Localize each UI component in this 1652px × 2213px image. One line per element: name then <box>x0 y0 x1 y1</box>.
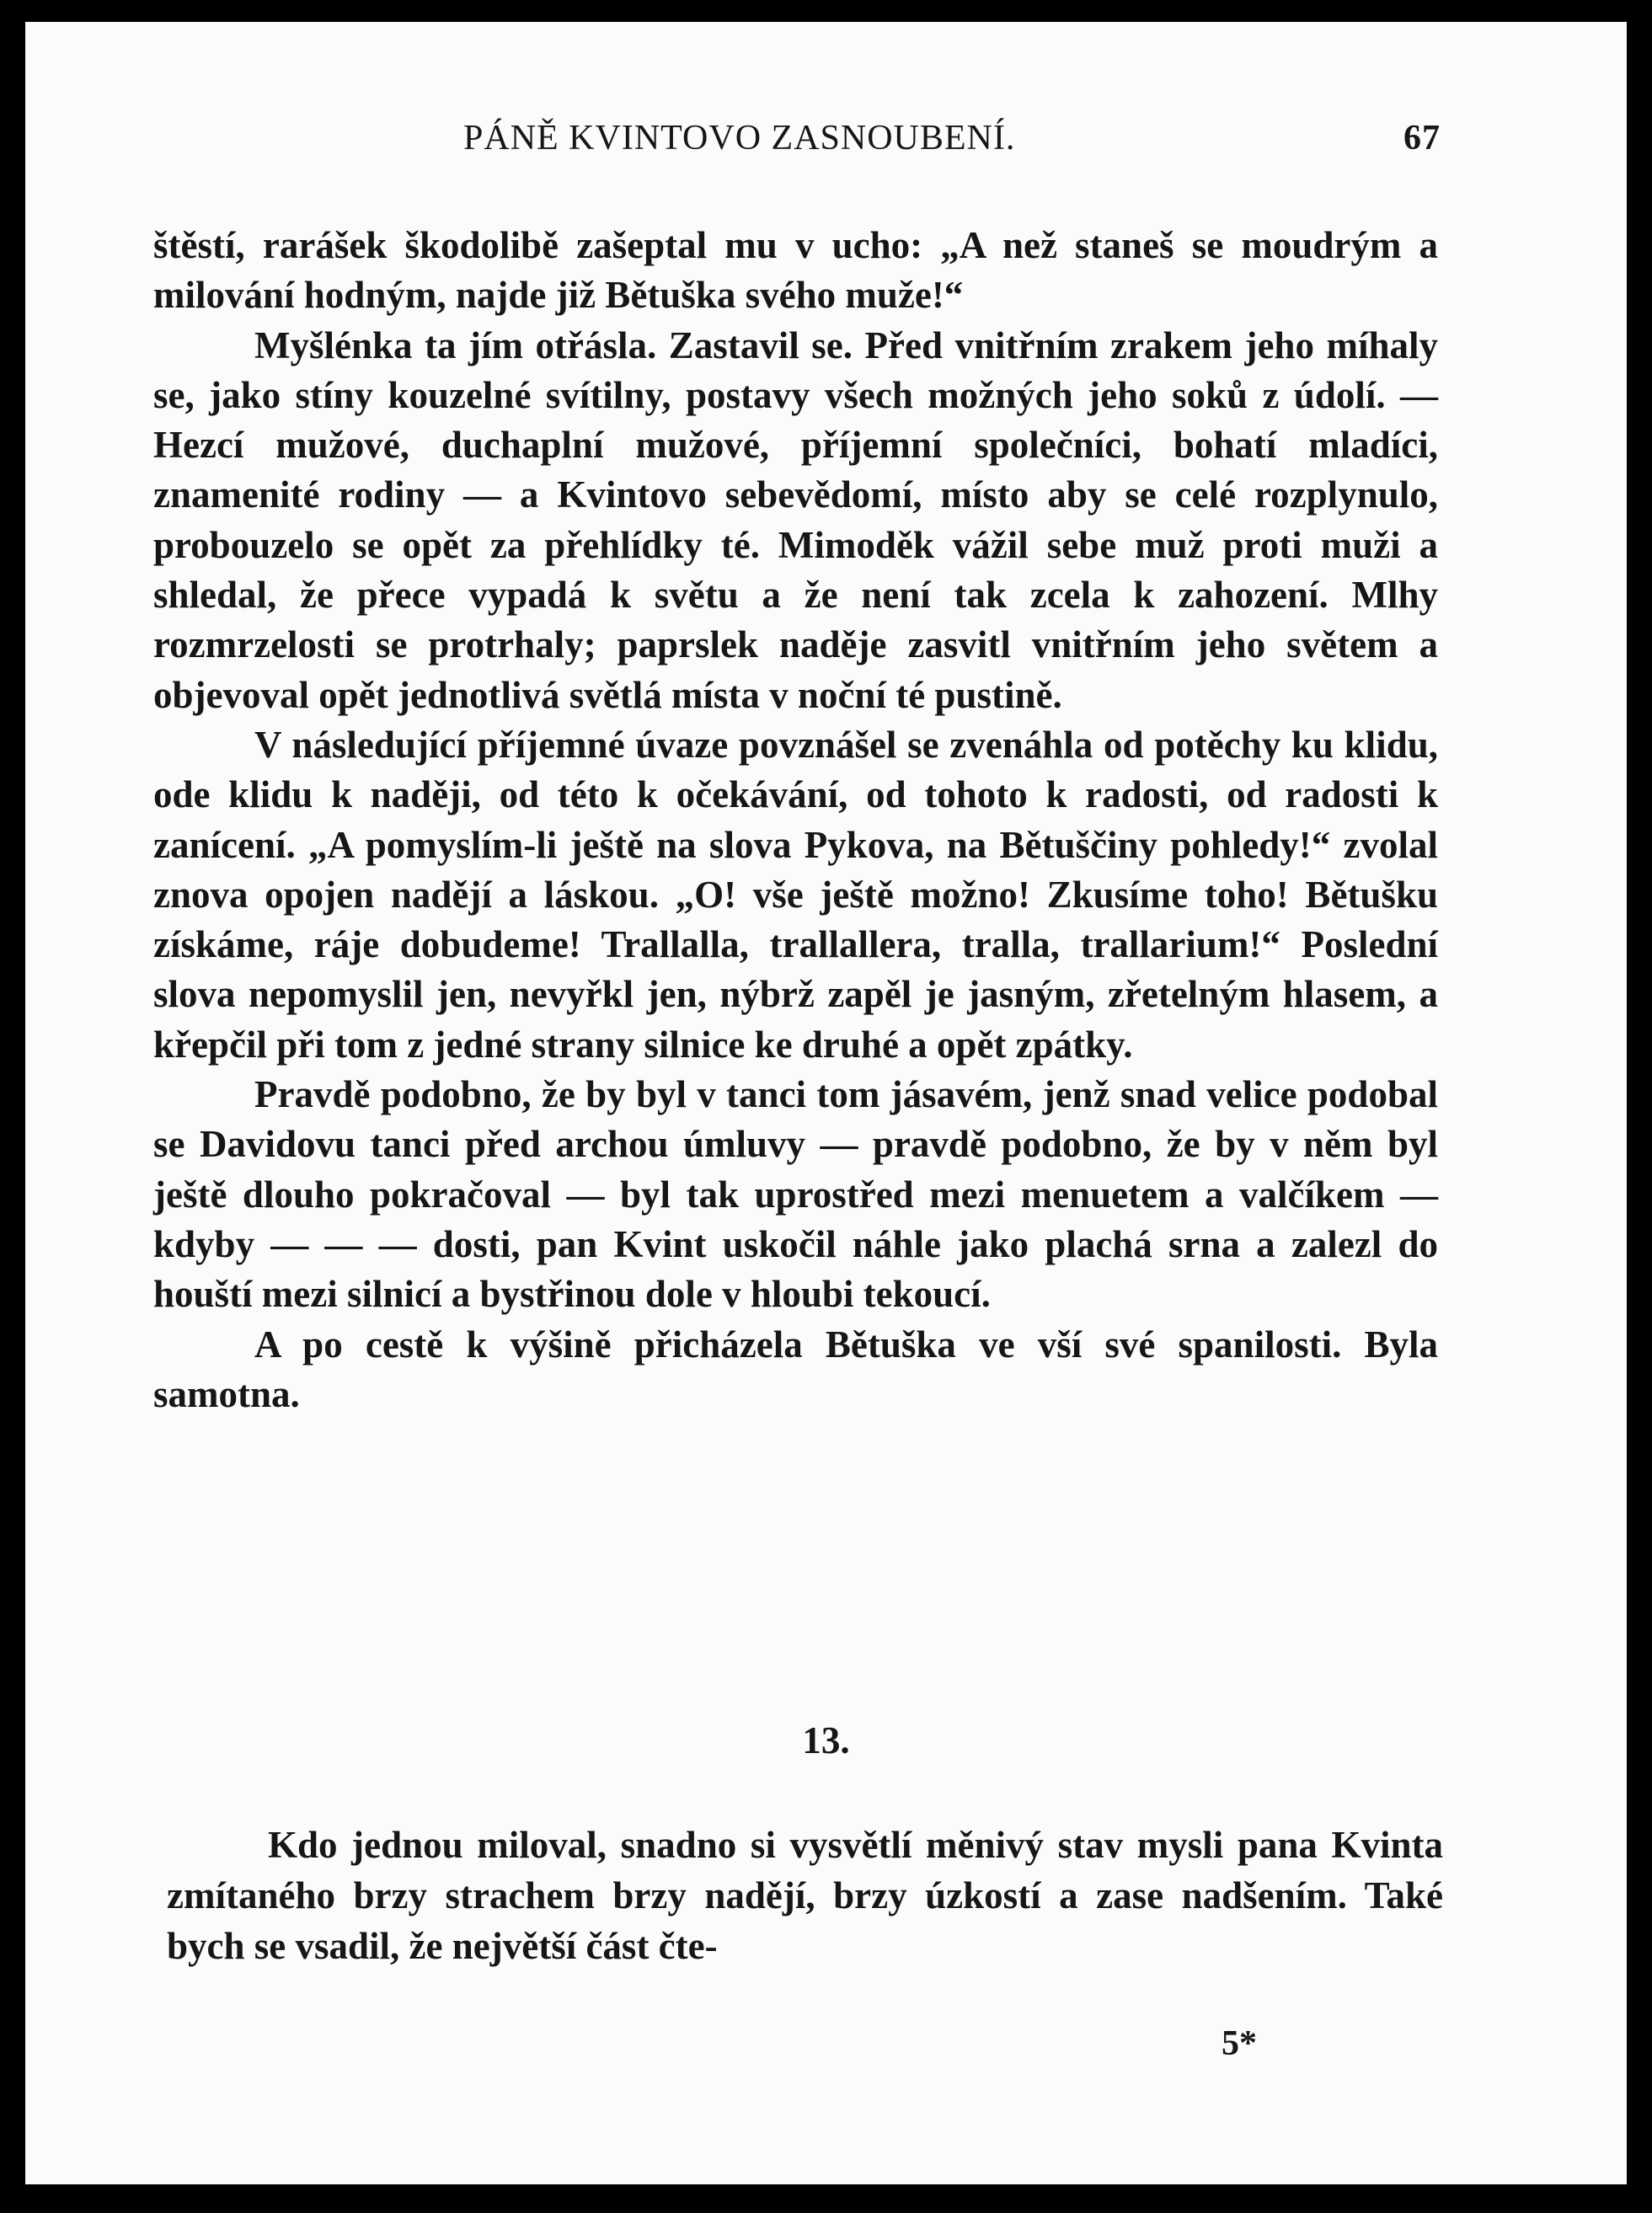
scan-border-top <box>0 0 1652 22</box>
scan-border-left <box>0 0 25 2213</box>
printer-signature-mark: 5* <box>1222 2024 1257 2063</box>
page-header <box>152 118 1441 168</box>
section-number: 13. <box>802 1719 850 1761</box>
paragraph: A po cestě k výšině přicházela Bětuška ve vší své spanilosti. Byla samotna. <box>153 1323 1438 1415</box>
paragraph: Kdo jednou miloval, snadno si vysvětlí měnivý stav mysli pana Kvinta zmítaného brzy strachem brzy nadějí, brzy úzkostí a zase nadšením. Také bych se vsadil, že největší část čte- <box>167 1824 1443 1967</box>
paragraph: Myšlénka ta jím otřásla. Zastavil se. Před vnitřním zrakem jeho míhaly se, jako stíny kouzelné svítilny, postavy všech možných jeho soků z údolí. — Hezcí mužové, duchaplní mužové, příjemní společníci, bohatí mladíci, znamenité rodiny — a Kvintovo sebevědomí, místo aby se celé rozplynulo, probouzelo se opět za přehlídky té. Mimoděk vážil sebe muž proti muži a shledal, že přece vypadá k světu a že není tak zcela k zahození. Mlhy rozmrzelosti se protrhaly; paprslek naděje zasvitl vnitřním jeho světem a objevoval opět jednotlivá světlá místa v noční té pustině. <box>153 323 1438 716</box>
body-text <box>153 221 1438 1419</box>
running-title: PÁNĚ KVINTOVO ZASNOUBENÍ. <box>463 119 1016 158</box>
paragraph: V následující příjemné úvaze povznášel se zvenáhla od potěchy ku klidu, ode klidu k naději, od této k očekávání, od tohoto k radosti, od radosti k zanícení. „A pomyslím-li ještě na slova Pykova, na Bětuščiny pohledy!“ zvolal znova opojen nadějí a láskou. „O! vše ještě možno! Zkusíme toho! Bětušku získáme, ráje dobudeme! Trallalla, trallallera, tralla, trallarium!“ Poslední slova nepomyslil jen, nevyřkl jen, nýbrž zapěl je jasným, zřetelným hlasem, a křepčil při tom z jedné strany silnice ke druhé a opět zpátky. <box>153 723 1438 1066</box>
paragraph: Pravdě podobno, že by byl v tanci tom jásavém, jenž snad velice podobal se Davidovu tanci před archou úmluvy — pravdě podobno, že by v něm byl ještě dlouho pokračoval — byl tak uprostřed mezi menuetem a valčíkem — kdyby — — — dosti, pan Kvint uskočil náhle jako plachá srna a zalezl do houští mezi silnicí a bystřinou dole v hloubi tekoucí. <box>153 1073 1438 1316</box>
paragraph: štěstí, rarášek škodolibě zašeptal mu v ucho: „A než staneš se moudrým a milování hodným, najde již Bětuška svého muže!“ <box>153 224 1438 317</box>
scan-border-bottom <box>0 2184 1652 2213</box>
scan-border-right <box>1627 0 1652 2213</box>
section-body-text <box>167 1820 1443 1971</box>
page-number: 67 <box>1403 119 1441 158</box>
